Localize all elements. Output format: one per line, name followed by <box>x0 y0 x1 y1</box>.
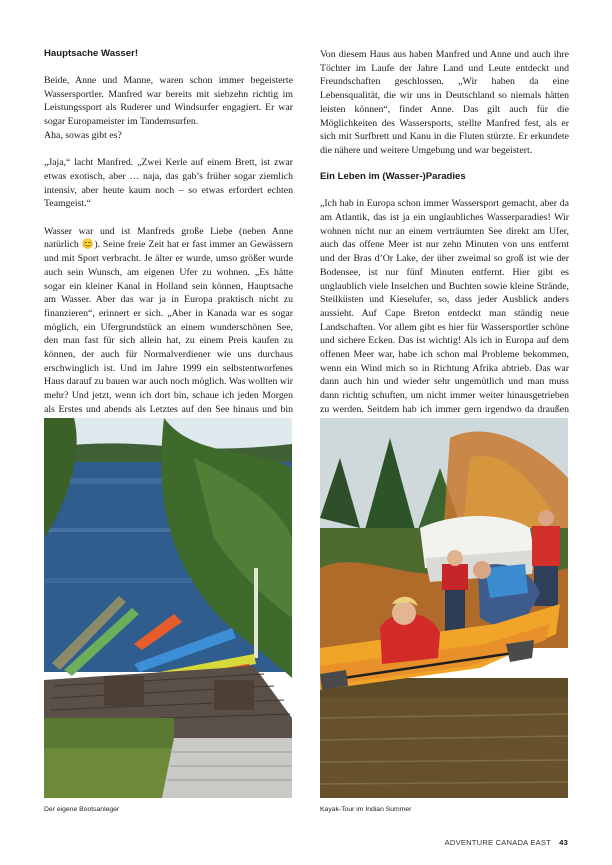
section-heading-paradies: Ein Leben im (Wasser-)Paradies <box>320 171 466 183</box>
magazine-title: ADVENTURE CANADA EAST <box>444 838 551 847</box>
photo-kayak-tour <box>320 418 568 798</box>
photo-boat-dock <box>44 418 292 798</box>
paragraph: „Jaja,“ lacht Manfred. „Zwei Kerle auf einem Brett, ist zwar etwas exotisch, aber … naja, das gab’s früher sogar ziemlich intensiv, aber heute kaum noch – so etwas erfordert echten Teamgeist.“ <box>44 157 293 210</box>
right-text-column <box>320 48 569 444</box>
photo-caption: Kayak-Tour im Indian Summer <box>320 806 412 813</box>
paragraph: Aha, sowas gibt es? <box>44 129 122 141</box>
paragraph: Wasser war und ist Manfreds große Liebe (neben Anne natürlich 😊). Seine freie Zeit hat er fast immer an Gewässern und mit Sport verbracht. Je älter er wurde, umso größer wurde auch sein Wunsch, am eigenen Ufer zu wohnen. „Es hätte sogar ein kleiner Kanal in Holland sein können, Hauptsache am Wasser. Aber das war ja in Europa praktisch nicht zu finanzieren“, erinnert er sich. „Aber in Kanada war es sogar möglich, ein Ufergrundstück an einem wunderschönen See, den man fast für sich allein hat, zu einem Preis kaufen zu können, der auch für Normalverdiener wie uns durchaus erschwinglich ist. Und im Jahre 1999 ein selbstentworfenes Haus darauf zu bauen war auch noch möglich. Was wollten wir mehr? Und jetzt, wenn ich dort bin, schaue ich jeden Morgen als Erstes und abends als Letztes auf den See hinaus und bin <box>44 225 293 415</box>
left-text-column <box>44 48 293 444</box>
paragraph: Beide, Anne und Manne, waren schon immer begeisterte Wassersportler. Manfred war bereits mit siebzehn richtig im Leistungssport als Ruderer und Windsurfer engagiert. Er war sogar Europameister im Tandemsurfen. <box>44 75 293 128</box>
paragraph: Von diesem Haus aus haben Manfred und Anne und auch ihre Töchter im Laufe der Jahre Land und Leute entdeckt und Freundschaften geschlossen. „Wir haben da eine Lebensqualität, die wir uns in Deutschland so niemals hätten leisten können“, findet Anne. Das gilt auch für die Möglichkeiten des Wassersports, stellte Manfred fest, als er sich mit Surfbrett und Kanu in die Fluten stürzte. Er erkundete die nähere und weitere Umgebung und war begeistert. <box>320 49 569 156</box>
page-number: 43 <box>559 838 568 847</box>
photo-caption: Der eigene Bootsanleger <box>44 806 120 813</box>
page-footer <box>445 838 568 847</box>
paragraph: „Ich hab in Europa schon immer Wassersport gemacht, aber da am Atlantik, das ist ja ein unglaubliches Wasserparadies! Wir wohnen nicht nur an einem verträumten See direkt am Ufer, auch das offene Meer ist nur zehn Minuten von uns entfernt und der Bras d’Or Lake, der über zweimal so groß ist wie der Bodensee, ist nur fünf Minuten entfernt. Hier gibt es unglaublich viele Inselchen und Buchten sowie kleine Strände, Steilküsten und Kieselufer, so, dass jeder Ausblick anders aussieht. Auf Cape Breton entdeckt man ständig neue Landschaften. Vor allem gibt es hier für Wassersportler schöne und sichere Ecken. Das ist wichtig! Als ich in Europa auf dem offenen Meer war, habe ich schon mal Probleme bekommen, wenn ein Wind mich so in Richtung Afrika abtrieb. Das war dann auch hin und wieder sehr ungemütlich und man muss dann richtig schuften, um nicht immer weiter hinausgetrieben zu werden. Seitdem hab ich immer gern irgendwo da draußen <box>320 198 569 415</box>
section-heading-wasser: Hauptsache Wasser! <box>44 48 139 59</box>
